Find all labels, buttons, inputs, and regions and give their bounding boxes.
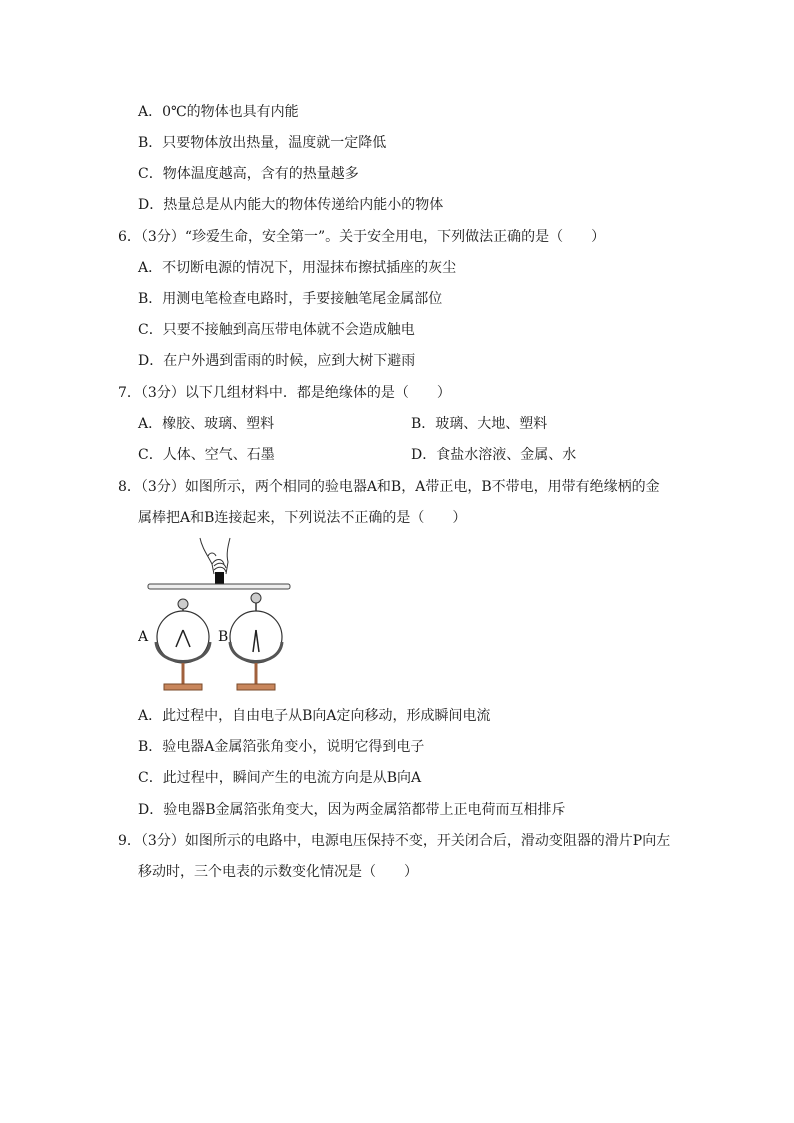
option-d: D．热量总是从内能大的物体传递给内能小的物体	[138, 197, 444, 213]
q6-option-b: B．用测电笔检查电路时，手要接触笔尾金属部位	[138, 291, 443, 307]
metal-rod	[148, 584, 290, 589]
q7-option-a: A．橡胶、玻璃、塑料	[138, 416, 275, 432]
q6-option-a: A．不切断电源的情况下，用湿抹布擦拭插座的灰尘	[138, 260, 457, 276]
electroscope-b	[230, 593, 282, 690]
question-7-stem: 7．（3分）以下几组材料中．都是绝缘体的是（ ）	[118, 385, 451, 401]
option-b: B．只要物体放出热量，温度就一定降低	[138, 135, 387, 151]
electroscope-diagram	[138, 534, 298, 696]
question-6-stem: 6．（3分）“珍爱生命，安全第一”。关于安全用电，下列做法正确的是（ ）	[118, 229, 606, 245]
question-9-stem-line2: 移动时，三个电表的示数变化情况是（ ）	[138, 864, 418, 880]
q7-option-c: C．人体、空气、石墨	[138, 447, 275, 463]
option-c: C．物体温度越高，含有的热量越多	[138, 166, 359, 182]
q6-option-c: C．只要不接触到高压带电体就不会造成触电	[138, 322, 415, 338]
label-b: B	[218, 629, 229, 645]
question-8-stem-line1: 8．（3分）如图所示，两个相同的验电器A和B，A带正电，B不带电，用带有绝缘柄的金	[118, 479, 660, 495]
q8-option-c: C．此过程中，瞬间产生的电流方向是从B向A	[138, 770, 422, 786]
insulated-handle	[215, 572, 224, 584]
question-9-stem-line1: 9．（3分）如图所示的电路中，电源电压保持不变，开关闭合后，滑动变阻器的滑片P向左	[118, 833, 671, 849]
electroscope-figure	[138, 534, 298, 696]
option-a: A．0℃的物体也具有内能	[138, 104, 299, 120]
q7-option-d: D．食盐水溶液、金属、水	[411, 447, 577, 463]
q8-option-a: A．此过程中，自由电子从B向A定向移动，形成瞬间电流	[138, 708, 491, 724]
electroscope-a	[156, 599, 210, 690]
q8-option-b: B．验电器A金属箔张角变小，说明它得到电子	[138, 739, 425, 755]
hand-illustration	[200, 538, 230, 574]
label-a: A	[138, 629, 149, 645]
q7-option-b: B．玻璃、大地、塑料	[411, 416, 548, 432]
question-8-stem-line2: 属棒把A和B连接起来，下列说法不正确的是（ ）	[138, 510, 467, 526]
q8-option-d: D．验电器B金属箔张角变大，因为两金属箔都带上正电荷而互相排斥	[138, 802, 566, 818]
q6-option-d: D．在户外遇到雷雨的时候，应到大树下避雨	[138, 353, 416, 369]
